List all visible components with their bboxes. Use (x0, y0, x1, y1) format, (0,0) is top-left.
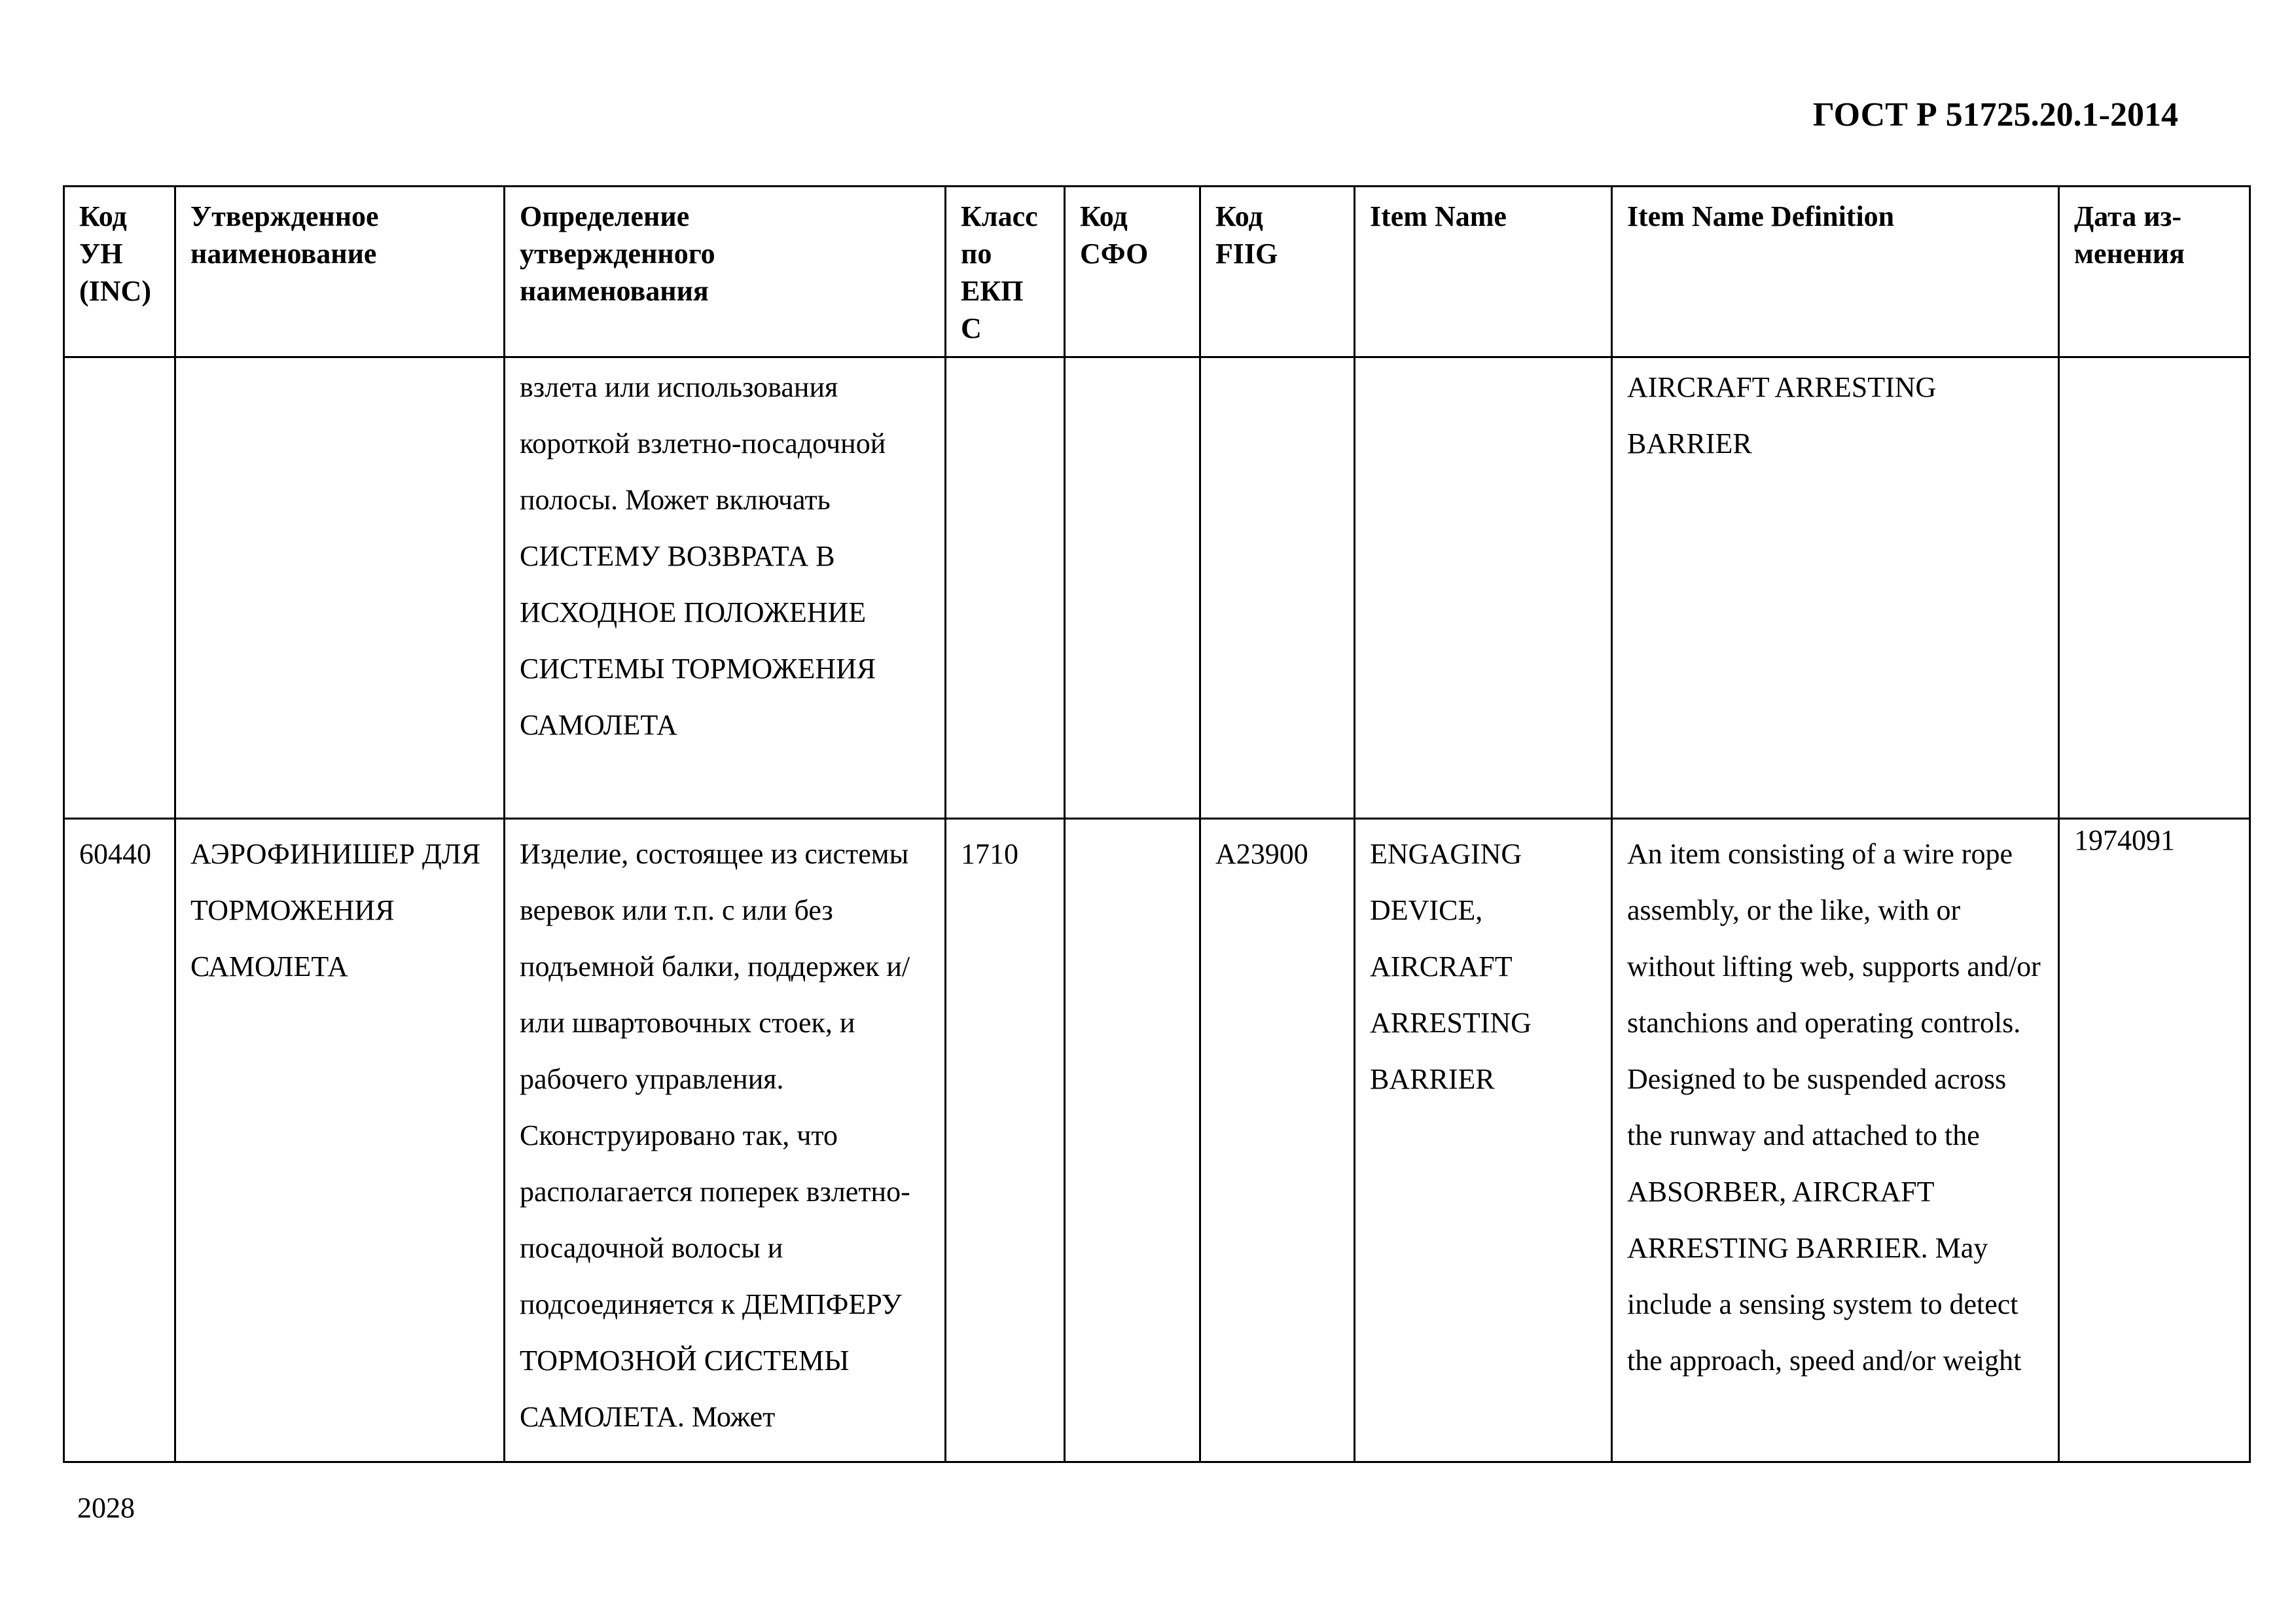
cell-item-name: ENGAGING DEVICE, AIRCRAFT ARRESTING BARRIER (1355, 819, 1612, 1462)
cell-sfo (1065, 819, 1200, 1462)
col-header-item-name-definition: Item Name Definition (1612, 187, 2059, 357)
cell-approved-name (175, 357, 505, 819)
cell-inc (64, 357, 175, 819)
col-header-inc: Код УН (INC) (64, 187, 175, 357)
cell-item-name-definition: AIRCRAFT ARRESTING BARRIER (1612, 357, 2059, 819)
cell-class (946, 357, 1065, 819)
col-header-class: Класс по ЕКП С (946, 187, 1065, 357)
cell-change-date: 1974091 (2059, 819, 2250, 1462)
document-standard-code: ГОСТ Р 51725.20.1-2014 (1812, 96, 2178, 134)
cell-fiig (1200, 357, 1355, 819)
page-number: 2028 (77, 1492, 135, 1524)
col-header-fiig: Код FIIG (1200, 187, 1355, 357)
cell-approved-name: АЭРОФИНИШЕР ДЛЯ ТОРМОЖЕНИЯ САМОЛЕТА (175, 819, 505, 1462)
cell-class: 1710 (946, 819, 1065, 1462)
cell-item-name (1355, 357, 1612, 819)
cell-sfo (1065, 357, 1200, 819)
catalog-table (63, 185, 2251, 1463)
col-header-definition: Определение утвержденного наименования (505, 187, 946, 357)
table-header-row (64, 187, 2250, 357)
table-row (64, 357, 2250, 819)
cell-item-name-definition: An item consisting of a wire rope assembly, or the like, with or without lifting web, supports and/or stanchions and operating controls. Designed to be suspended across the runway and attached to the ABSORBER, AIRCRAFT ARRESTING BARRIER. May include a sensing system to detect the approach, speed and/or weight (1612, 819, 2059, 1462)
cell-inc: 60440 (64, 819, 175, 1462)
col-header-change-date: Дата из- менения (2059, 187, 2250, 357)
table-row (64, 819, 2250, 1462)
cell-change-date (2059, 357, 2250, 819)
cell-definition: Изделие, состоящее из системы веревок или т.п. с или без подъемной балки, поддержек и/или швартовочных стоек, и рабочего управления. Сконструировано так, что располагается поперек взлетно-посадочной волосы и подсоединяется к ДЕМПФЕРУ ТОРМОЗНОЙ СИСТЕМЫ САМОЛЕТА. Может (505, 819, 946, 1462)
cell-fiig: A23900 (1200, 819, 1355, 1462)
col-header-approved-name: Утвержденное наименование (175, 187, 505, 357)
cell-definition: взлета или использования короткой взлетно-посадочной полосы. Может включать СИСТЕМУ ВОЗВРАТА В ИСХОДНОЕ ПОЛОЖЕНИЕ СИСТЕМЫ ТОРМОЖЕНИЯ САМОЛЕТА (505, 357, 946, 819)
col-header-item-name: Item Name (1355, 187, 1612, 357)
col-header-sfo: Код СФО (1065, 187, 1200, 357)
